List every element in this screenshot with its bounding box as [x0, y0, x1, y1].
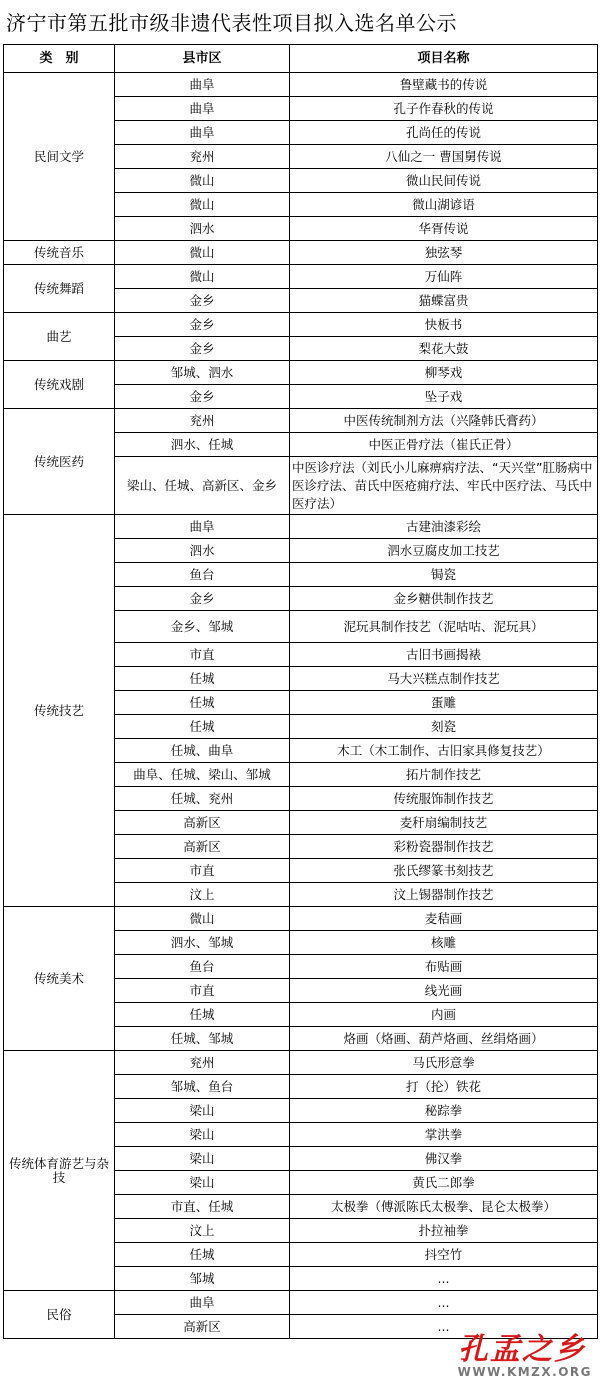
table-row [4, 1291, 598, 1315]
table-row [4, 73, 598, 97]
project-cell: 快板书 [290, 313, 598, 337]
region-cell: 兖州 [115, 145, 290, 169]
project-cell: 独弦琴 [290, 241, 598, 265]
table-body [4, 73, 598, 1339]
region-cell: 邹城 [115, 1267, 290, 1291]
region-cell: 曲阜 [115, 121, 290, 145]
project-cell: 麦秸画 [290, 907, 598, 931]
region-cell: 任城、邹城 [115, 1027, 290, 1051]
region-cell: 泗水、邹城 [115, 931, 290, 955]
project-cell: 蛋雕 [290, 691, 598, 715]
project-cell: 鲁壁藏书的传说 [290, 73, 598, 97]
project-cell: 麦秆扇编制技艺 [290, 811, 598, 835]
project-cell: ... [290, 1267, 598, 1291]
region-cell: 兖州 [115, 1051, 290, 1075]
region-cell: 泗水 [115, 217, 290, 241]
region-cell: 邹城、泗水 [115, 361, 290, 385]
project-cell: 中医正骨疗法（崔氏正骨） [290, 433, 598, 457]
region-cell: 曲阜 [115, 73, 290, 97]
header-region: 县市区 [115, 45, 290, 73]
project-cell: 坠子戏 [290, 385, 598, 409]
region-cell: 梁山 [115, 1099, 290, 1123]
category-cell: 传统技艺 [4, 515, 115, 907]
project-cell: 金乡糖供制作技艺 [290, 587, 598, 611]
category-cell: 传统戏剧 [4, 361, 115, 409]
project-cell: 锔瓷 [290, 563, 598, 587]
category-cell: 曲艺 [4, 313, 115, 361]
region-cell: 汶上 [115, 1219, 290, 1243]
region-cell: 泗水 [115, 539, 290, 563]
region-cell: 金乡 [115, 289, 290, 313]
region-cell: 金乡 [115, 337, 290, 361]
project-cell: 华胥传说 [290, 217, 598, 241]
project-cell: 烙画（烙画、葫芦烙画、丝绢烙画） [290, 1027, 598, 1051]
category-cell: 传统体育游艺与杂技 [4, 1051, 115, 1291]
project-cell: 核雕 [290, 931, 598, 955]
category-cell: 传统音乐 [4, 241, 115, 265]
category-cell: 传统医药 [4, 409, 115, 515]
region-cell: 高新区 [115, 1315, 290, 1339]
table-row [4, 265, 598, 289]
category-cell: 民间文学 [4, 73, 115, 241]
region-cell: 汶上 [115, 883, 290, 907]
project-cell: 孔尚任的传说 [290, 121, 598, 145]
project-cell: 传统服饰制作技艺 [290, 787, 598, 811]
project-cell: 刻瓷 [290, 715, 598, 739]
heritage-table [3, 44, 598, 1339]
region-cell: 鱼台 [115, 955, 290, 979]
region-cell: 任城 [115, 1243, 290, 1267]
region-cell: 市直 [115, 643, 290, 667]
region-cell: 金乡 [115, 313, 290, 337]
project-cell: 拓片制作技艺 [290, 763, 598, 787]
region-cell: 微山 [115, 169, 290, 193]
project-cell: 打（抡）铁花 [290, 1075, 598, 1099]
region-cell: 高新区 [115, 811, 290, 835]
project-cell: 古建油漆彩绘 [290, 515, 598, 539]
region-cell: 任城 [115, 715, 290, 739]
region-cell: 任城 [115, 667, 290, 691]
project-cell: 太极拳（傅派陈氏太极拳、昆仑太极拳） [290, 1195, 598, 1219]
category-cell: 传统美术 [4, 907, 115, 1051]
project-cell: 孔子作春秋的传说 [290, 97, 598, 121]
project-cell: 掌洪拳 [290, 1123, 598, 1147]
project-cell: 佛汉拳 [290, 1147, 598, 1171]
region-cell: 邹城、鱼台 [115, 1075, 290, 1099]
region-cell: 金乡 [115, 385, 290, 409]
region-cell: 微山 [115, 265, 290, 289]
table-row [4, 907, 598, 931]
table-row [4, 241, 598, 265]
region-cell: 微山 [115, 241, 290, 265]
region-cell: 任城 [115, 691, 290, 715]
project-cell: 抖空竹 [290, 1243, 598, 1267]
watermark [442, 1332, 592, 1379]
region-cell: 鱼台 [115, 563, 290, 587]
project-cell: 八仙之一 曹国舅传说 [290, 145, 598, 169]
project-cell: 马大兴糕点制作技艺 [290, 667, 598, 691]
project-cell: 内画 [290, 1003, 598, 1027]
project-cell: 古旧书画揭裱 [290, 643, 598, 667]
region-cell: 梁山、任城、高新区、金乡 [115, 457, 290, 515]
project-cell: 黄氏二郎拳 [290, 1171, 598, 1195]
region-cell: 市直 [115, 979, 290, 1003]
region-cell: 梁山 [115, 1123, 290, 1147]
project-cell: 张氏缪篆书刻技艺 [290, 859, 598, 883]
project-cell: ... [290, 1315, 598, 1339]
watermark-logo: 孔孟之乡 [458, 1332, 586, 1367]
table-header-row [4, 45, 598, 73]
project-cell: 布贴画 [290, 955, 598, 979]
region-cell: 梁山 [115, 1147, 290, 1171]
header-category: 类 别 [4, 45, 115, 73]
project-cell: 猫蝶富贵 [290, 289, 598, 313]
project-cell: 线光画 [290, 979, 598, 1003]
region-cell: 任城、曲阜 [115, 739, 290, 763]
region-cell: 曲阜、任城、梁山、邹城 [115, 763, 290, 787]
region-cell: 市直 [115, 859, 290, 883]
region-cell: 任城 [115, 1003, 290, 1027]
project-cell: 秘踪拳 [290, 1099, 598, 1123]
project-cell: 泥玩具制作技艺（泥咕咕、泥玩具） [290, 611, 598, 643]
region-cell: 金乡、邹城 [115, 611, 290, 643]
project-cell: 汶上锡器制作技艺 [290, 883, 598, 907]
category-cell: 传统舞蹈 [4, 265, 115, 313]
region-cell: 梁山 [115, 1171, 290, 1195]
table-row [4, 361, 598, 385]
page-title: 济宁市第五批市级非遗代表性项目拟入选名单公示 [6, 11, 457, 35]
region-cell: 金乡 [115, 587, 290, 611]
region-cell: 曲阜 [115, 97, 290, 121]
region-cell: 高新区 [115, 835, 290, 859]
region-cell: 曲阜 [115, 515, 290, 539]
project-cell: 微山湖谚语 [290, 193, 598, 217]
project-cell: 微山民间传说 [290, 169, 598, 193]
project-cell: ... [290, 1291, 598, 1315]
project-cell: 中医传统制剂方法（兴隆韩氏膏药） [290, 409, 598, 433]
project-cell: 泗水豆腐皮加工技艺 [290, 539, 598, 563]
table-row [4, 515, 598, 539]
project-cell: 彩粉瓷器制作技艺 [290, 835, 598, 859]
category-cell: 民俗 [4, 1291, 115, 1339]
region-cell: 任城、兖州 [115, 787, 290, 811]
watermark-url: WWW.KMZX.ORG [457, 1365, 592, 1379]
region-cell: 微山 [115, 907, 290, 931]
region-cell: 曲阜 [115, 1291, 290, 1315]
project-cell: 梨花大鼓 [290, 337, 598, 361]
project-cell: 马氏形意拳 [290, 1051, 598, 1075]
project-cell: 扑拉袖拳 [290, 1219, 598, 1243]
region-cell: 兖州 [115, 409, 290, 433]
project-cell: 万仙阵 [290, 265, 598, 289]
project-cell: 木工（木工制作、古旧家具修复技艺） [290, 739, 598, 763]
header-project: 项目名称 [290, 45, 598, 73]
project-cell: 中医诊疗法（刘氏小儿麻痹病疗法、“天兴堂”肛肠病中医诊疗法、苗氏中医疮痈疗法、牢氏中医疗法、马氏中医疗法） [290, 457, 598, 515]
region-cell: 微山 [115, 193, 290, 217]
project-cell: 柳琴戏 [290, 361, 598, 385]
table-row [4, 409, 598, 433]
table-row [4, 1051, 598, 1075]
region-cell: 市直、任城 [115, 1195, 290, 1219]
table-row [4, 313, 598, 337]
region-cell: 泗水、任城 [115, 433, 290, 457]
